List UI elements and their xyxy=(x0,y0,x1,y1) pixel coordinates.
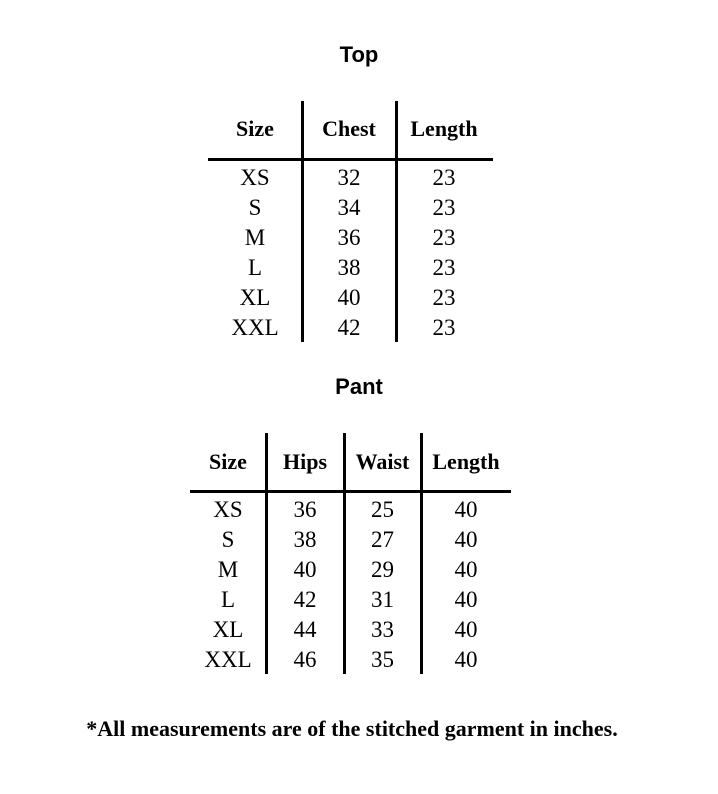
pant-cell-r2-c1: 40 xyxy=(293,557,317,582)
top-cell-r3-c1: 38 xyxy=(337,255,361,280)
pant-cell-r0-c0: XS xyxy=(213,497,243,522)
pant-cell-r0-c2: 25 xyxy=(371,497,394,522)
pant-column-3 xyxy=(421,0,511,794)
pant-cell-r5-c1: 46 xyxy=(293,647,317,672)
pant-header-rule xyxy=(190,490,511,493)
top-cell-r2-c1: 36 xyxy=(337,225,361,250)
top-cell-r4-c2: 23 xyxy=(432,285,456,310)
pant-header-2: Waist xyxy=(355,449,410,474)
pant-cell-r5-c0: XXL xyxy=(204,647,252,672)
top-cell-r2-c2: 23 xyxy=(432,225,456,250)
top-cell-r5-c2: 23 xyxy=(432,315,456,340)
pant-cell-r3-c0: L xyxy=(220,587,236,612)
top-cell-r0-c2: 23 xyxy=(432,165,456,190)
pant-header-0: Size xyxy=(209,449,247,474)
top-header-1: Chest xyxy=(322,116,376,141)
top-cell-r0-c1: 32 xyxy=(337,165,361,190)
top-cell-r0-c0: XS xyxy=(240,165,270,190)
pant-cell-r3-c1: 42 xyxy=(293,587,317,612)
pant-column-1 xyxy=(266,0,344,794)
top-cell-r1-c2: 23 xyxy=(432,195,456,220)
pant-table-title: Pant xyxy=(335,374,383,399)
top-cell-r3-c0: L xyxy=(247,255,263,280)
top-cell-r1-c0: S xyxy=(248,195,262,220)
top-cell-r1-c1: 34 xyxy=(337,195,361,220)
top-cell-r3-c2: 23 xyxy=(432,255,456,280)
pant-cell-r2-c2: 29 xyxy=(371,557,394,582)
pant-cell-r1-c0: S xyxy=(221,527,235,552)
pant-cell-r1-c2: 27 xyxy=(371,527,394,552)
pant-cell-r3-c3: 40 xyxy=(454,587,478,612)
pant-cell-r1-c3: 40 xyxy=(454,527,478,552)
pant-cell-r0-c1: 36 xyxy=(293,497,317,522)
top-cell-r5-c0: XXL xyxy=(231,315,279,340)
top-table-title: Top xyxy=(339,42,379,67)
pant-cell-r4-c0: XL xyxy=(212,617,244,642)
pant-header-3: Length xyxy=(432,449,500,474)
top-header-0: Size xyxy=(236,116,274,141)
pant-column-divider xyxy=(265,433,268,674)
pant-column-2 xyxy=(344,0,421,794)
top-cell-r2-c0: M xyxy=(244,225,266,250)
pant-cell-r4-c1: 44 xyxy=(293,617,317,642)
measurement-footnote: *All measurements are of the stitched garment in inches. xyxy=(86,716,618,741)
pant-column-0 xyxy=(190,0,266,794)
top-cell-r5-c1: 42 xyxy=(337,315,361,340)
pant-header-1: Hips xyxy=(282,449,328,474)
pant-cell-r4-c3: 40 xyxy=(454,617,478,642)
pant-cell-r4-c2: 33 xyxy=(371,617,394,642)
pant-column-divider xyxy=(343,433,346,674)
pant-cell-r0-c3: 40 xyxy=(454,497,478,522)
top-header-2: Length xyxy=(410,116,478,141)
pant-cell-r5-c2: 35 xyxy=(371,647,394,672)
top-cell-r4-c1: 40 xyxy=(337,285,361,310)
pant-cell-r2-c0: M xyxy=(217,557,239,582)
top-cell-r4-c0: XL xyxy=(239,285,271,310)
pant-cell-r3-c2: 31 xyxy=(371,587,394,612)
pant-cell-r5-c3: 40 xyxy=(454,647,478,672)
pant-column-divider xyxy=(420,433,423,674)
pant-cell-r1-c1: 38 xyxy=(293,527,317,552)
pant-cell-r2-c3: 40 xyxy=(454,557,478,582)
